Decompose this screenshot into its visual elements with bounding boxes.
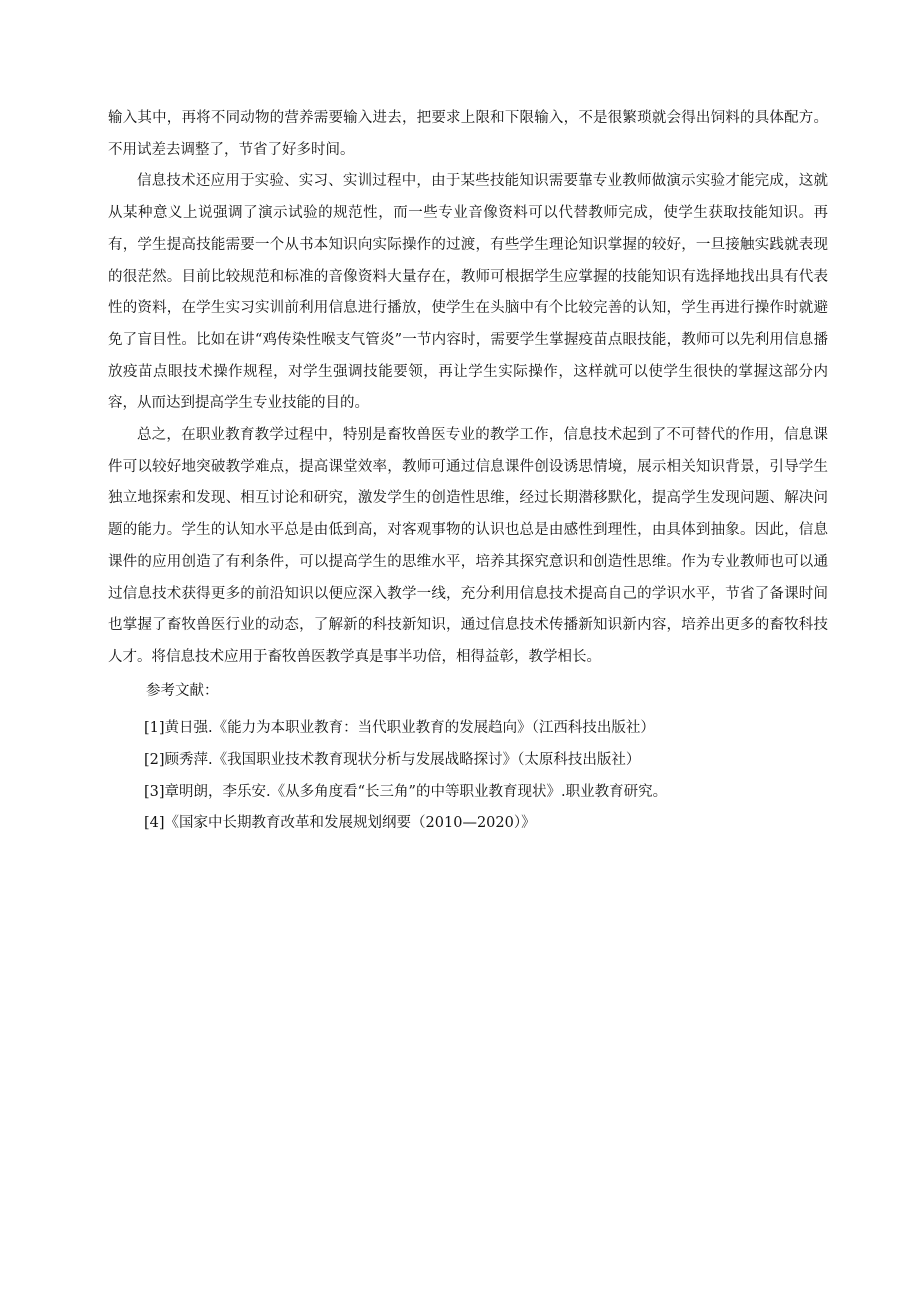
reference-item: [3]章明朗，李乐安.《从多角度看“长三角”的中等职业教育现状》.职业教育研究。 (144, 783, 668, 800)
references-list (108, 713, 828, 840)
references-heading: 参考文献： (146, 682, 219, 699)
document-page (108, 103, 828, 840)
reference-item: [2]顾秀萍.《我国职业技术教育现状分析与发展战略探讨》（太原科技出版社） (144, 752, 641, 769)
body-paragraph: 输入其中，再将不同动物的营养需要输入进去，把要求上限和下限输入，不是很繁琐就会得出饲料的具体配方。不用试差去调整了，节省了好多时间。 (108, 110, 828, 158)
body-paragraph: 总之，在职业教育教学过程中，特别是畜牧兽医专业的教学工作，信息技术起到了不可替代的作用，信息课件可以较好地突破教学难点，提高课堂效率，教师可通过信息课件创设诱思情境，展示相关知识背景，引导学生独立地探索和发现、相互讨论和研究，激发学生的创造性思维，经过长期潜移默化，提高学生发现问题、解决问题的能力。学生的认知水平总是由低到高，对客观事物的认识也总是由感性到理性，由具体到抽象。因此，信息课件的应用创造了有利条件，可以提高学生的思维水平，培养其探究意识和创造性思维。作为专业教师也可以通过信息技术获得更多的前沿知识以便应深入教学一线，充分利用信息技术提高自己的学识水平，节省了备课时间也掌握了畜牧兽医行业的动态，了解新的科技新知识，通过信息技术传播新知识新内容，培养出更多的畜牧科技人才。将信息技术应用于畜牧兽医教学真是事半功倍，相得益彰，教学相长。 (108, 427, 828, 665)
body-paragraph: 信息技术还应用于实验、实习、实训过程中，由于某些技能知识需要靠专业教师做演示实验才能完成，这就从某种意义上说强调了演示试验的规范性，而一些专业音像资料可以代替教师完成，使学生获取技能知识。再有，学生提高技能需要一个从书本知识向实际操作的过渡，有些学生理论知识掌握的较好，一旦接触实践就表现的很茫然。目前比较规范和标准的音像资料大量存在，教师可根据学生应掌握的技能知识有选择地找出具有代表性的资料，在学生实习实训前利用信息进行播放，使学生在头脑中有个比较完善的认知，学生再进行操作时就避免了盲目性。比如在讲“鸡传染性喉支气管炎”一节内容时，需要学生掌握疫苗点眼技能，教师可以先利用信息播放疫苗点眼技术操作规程，对学生强调技能要领，再让学生实际操作，这样就可以使学生很快的掌握这部分内容，从而达到提高学生专业技能的目的。 (108, 173, 828, 412)
reference-item: [1]黄日强.《能力为本职业教育：当代职业教育的发展趋向》（江西科技出版社） (144, 720, 655, 737)
reference-item: [4]《国家中长期教育改革和发展规划纲要（2010—2020）》 (144, 815, 536, 832)
